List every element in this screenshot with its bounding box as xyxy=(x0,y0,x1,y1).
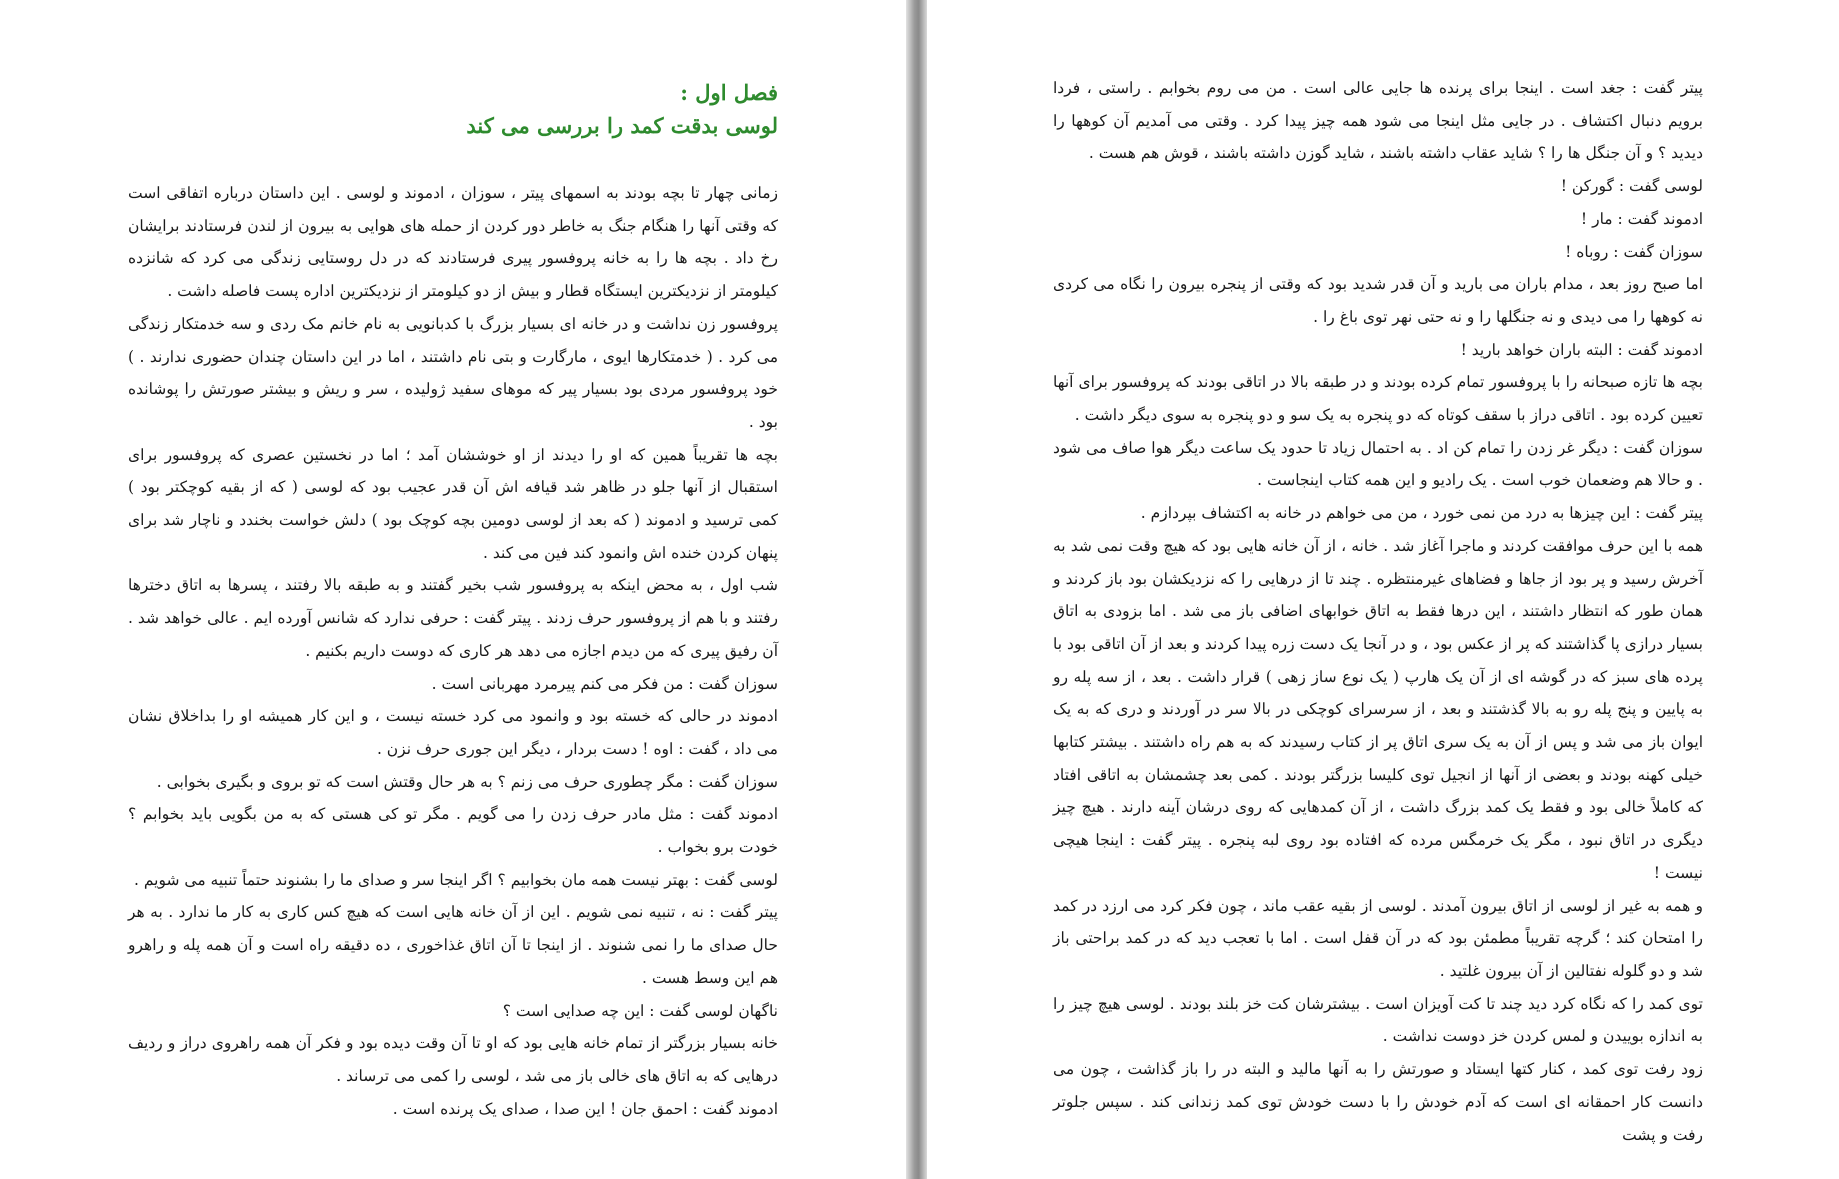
paragraph: شب اول ، به محض اینکه به پروفسور شب بخیر گفتند و به طبقه بالا رفتند ، پسرها به اتاق دخترها رفتند و با هم از پروفسور حرف زدند . پیتر گفت : حرفی ندارد که شانس آورده ایم . عالی خواهد شد . آن رفیق پیری که من دیدم اجازه می دهد هر کاری که دوست داریم بکنیم . xyxy=(128,576,778,660)
paragraph: پروفسور زن نداشت و در خانه ای بسیار بزرگ با کدبانویی به نام خانم مک ردی و سه خدمتکار زندگی می کرد . ( خدمتکارها ایوی ، مارگارت و بتی نام داشتند ، اما در این داستان چندان حضوری ندارند . ) خود پروفسور مردی بود بسیار پیر که موهای سفید ژولیده ، سر و ریش و بیشتر صورتش را پوشانده بود . xyxy=(128,314,778,431)
left-page-body xyxy=(128,177,778,1125)
paragraph: خانه بسیار بزرگتر از تمام خانه هایی بود که او تا آن وقت دیده بود و فکر آن همه راهروی دراز و ردیف درهایی که به اتاق های خالی باز می شد ، لوسی را کمی می ترساند . xyxy=(128,1034,778,1085)
right-page xyxy=(927,0,1839,1179)
paragraph: ادموند گفت : البته باران خواهد بارید ! xyxy=(1460,340,1703,359)
paragraph: سوزان گفت : روباه ! xyxy=(1565,242,1703,261)
paragraph: ادموند گفت : مثل مادر حرف زدن را می گویم . مگر تو کی هستی که به من بگویی باید بخوابم ؟ خودت برو بخواب . xyxy=(128,805,778,857)
chapter-title xyxy=(128,76,778,142)
paragraph: سوزان گفت : مگر چطوری حرف می زنم ؟ به هر حال وقتش است که تو بروی و بگیری بخوابی . xyxy=(156,772,778,791)
paragraph: همه با این حرف موافقت کردند و ماجرا آغاز شد . خانه ، از آن خانه هایی بود که هیچ وقت نمی شد به آخرش رسید و پر بود از جاها و فضاهای غیرمنتظره . چند تا از درهایی را که نزدیکشان بود باز کردند و همان طور که انتظار داشتند ، این درها فقط به اتاق خوابهای اضافی باز می شد . اما بزودی به اتاق بسیار درازی پا گذاشتند که پر از عکس بود ، و در آنجا یک دست زره پیدا کردند و بعد از آن اتاقی بود با پرده های سبز که در گوشه ای از آن یک هارپ ( یک نوع ساز زهی ) قرار داشت . بعد ، از سه پله رو به پایین و پنج پله رو به بالا گذشتند و بعد ، از سرسرای کوچکی در بالا سر در آوردند و دری که به یک ایوان باز می شد و پس از آن به یک سری اتاق پر از کتاب رسیدند که به هم راه داشتند . بیشتر کتابها خیلی کهنه بودند و بعضی از آنها از انجیل توی کلیسا بزرگتر بودند . کمی بعد چشمشان به اتاقی افتاد که کاملاً خالی بود و فقط یک کمد بزرگ داشت ، از آن کمدهایی که روی درشان آینه دارند . هیچ چیز دیگری در اتاق نبود ، مگر یک خرمگس مرده که افتاده بود روی لبه پنجره . پیتر گفت : اینجا هیچی نیست ! xyxy=(1053,536,1703,882)
paragraph: پیتر گفت : این چیزها به درد من نمی خورد ، من می خواهم در خانه به اکتشاف بپردازم . xyxy=(1140,504,1703,523)
paragraph: و همه به غیر از لوسی از اتاق بیرون آمدند . لوسی از بقیه عقب ماند ، چون فکر کرد می ارزد در کمد را امتحان کند ؛ گرچه تقریباً مطمئن بود که در آن قفل است . اما با تعجب دید که در کمد براحتی باز شد و دو گلوله نفتالین از آن بیرون غلتید . xyxy=(1053,896,1703,980)
chapter-subtitle: لوسی بدقت کمد را بررسی می کند xyxy=(466,113,778,138)
paragraph: ادموند گفت : احمق جان ! این صدا ، صدای یک پرنده است . xyxy=(392,1099,778,1118)
paragraph: اما صبح روز بعد ، مدام باران می بارید و آن قدر شدید بود که وقتی از پنجره بیرون را نگاه می کردی نه کوهها را می دیدی و نه جنگلها را و نه حتی نهر توی باغ را . xyxy=(1053,275,1703,326)
chapter-number: فصل اول : xyxy=(680,80,778,105)
paragraph: سوزان گفت : دیگر غر زدن را تمام کن اد . به احتمال زیاد تا حدود یک ساعت دیگر هوا صاف می شود . و حالا هم وضعمان خوب است . یک رادیو و این همه کتاب اینجاست . xyxy=(1053,438,1703,490)
paragraph: سوزان گفت : من فکر می کنم پیرمرد مهربانی است . xyxy=(431,674,778,693)
paragraph: ناگهان لوسی گفت : این چه صدایی است ؟ xyxy=(502,1001,778,1020)
right-page-body xyxy=(1053,72,1703,1151)
page-gutter xyxy=(906,0,927,1179)
paragraph: بچه ها تازه صبحانه را با پروفسور تمام کرده بودند و در طبقه بالا در اتاقی بودند که پروفسور برای آنها تعیین کرده بود . اتاقی دراز با سقف کوتاه که دو پنجره به یک سو و دو پنجره به سوی دیگر داشت . xyxy=(1053,373,1703,425)
paragraph: توی کمد را که نگاه کرد دید چند تا کت آویزان است . بیشترشان کت خز بلند بودند . لوسی هیچ چیز را به اندازه بوییدن و لمس کردن خز دوست نداشت . xyxy=(1053,994,1703,1046)
paragraph: زود رفت توی کمد ، کنار کتها ایستاد و صورتش را به آنها مالید و البته در را باز گذاشت ، چون می دانست کار احمقانه ای است که آدم خودش را با دست خودش توی کمد زندانی کند . سپس جلوتر رفت و پشت xyxy=(1053,1060,1703,1144)
paragraph: پیتر گفت : جغد است . اینجا برای پرنده ها جایی عالی است . من می روم بخوابم . راستی ، فردا برویم دنبال اکتشاف . در جایی مثل اینجا می شود همه چیز پیدا کرد . وقتی می آمدیم آن کوهها را دیدید ؟ و آن جنگل ها را ؟ شاید عقاب داشته باشند ، شاید گوزن داشته باشند ، قوش هم هست . xyxy=(1053,79,1703,163)
paragraph: پیتر گفت : نه ، تنبیه نمی شویم . این از آن خانه هایی است که هیچ کس کاری به کار ما ندارد . به هر حال صدای ما را نمی شنوند . از اینجا تا آن اتاق غذاخوری ، ده دقیقه راه است و آن همه پله و راهرو هم این وسط هست . xyxy=(128,903,778,987)
paragraph: زمانی چهار تا بچه بودند به اسمهای پیتر ، سوزان ، ادموند و لوسی . این داستان درباره اتفاقی است که وقتی آنها را هنگام جنگ به خاطر دور کردن از حمله های هوایی به بیرون از لندن فرستادند برایشان رخ داد . بچه ها را به خانه پروفسور پیری فرستادند که در دل روستایی زندگی می کرد که شانزده کیلومتر از نزدیکترین ایستگاه قطار و بیش از دو کیلومتر از نزدیکترین اداره پست فاصله داشت . xyxy=(128,184,778,301)
paragraph: لوسی گفت : گورکن ! xyxy=(1560,177,1703,196)
paragraph: بچه ها تقریباً همین که او را دیدند از او خوششان آمد ؛ اما در نخستین عصری که پروفسور برای استقبال از آنها جلو در ظاهر شد قیافه اش آن قدر عجیب بود که لوسی ( که از بقیه کوچکتر بود ) کمی ترسید و ادموند ( که بعد از لوسی دومین بچه کوچک بود ) دلش خواست بخندد و ناچار شد برای پنهان کردن خنده اش وانمود کند فین می کند . xyxy=(128,445,778,562)
paragraph: ادموند در حالی که خسته بود و وانمود می کرد خسته نیست ، و این کار همیشه او را بداخلاق نشان می داد ، گفت : اوه ! دست بردار ، دیگر این جوری حرف نزن . xyxy=(128,707,778,758)
left-page xyxy=(0,0,906,1179)
paragraph: لوسی گفت : بهتر نیست همه مان بخوابیم ؟ اگر اینجا سر و صدای ما را بشنوند حتماً تنبیه می شویم . xyxy=(134,870,778,889)
paragraph: ادموند گفت : مار ! xyxy=(1580,209,1703,228)
